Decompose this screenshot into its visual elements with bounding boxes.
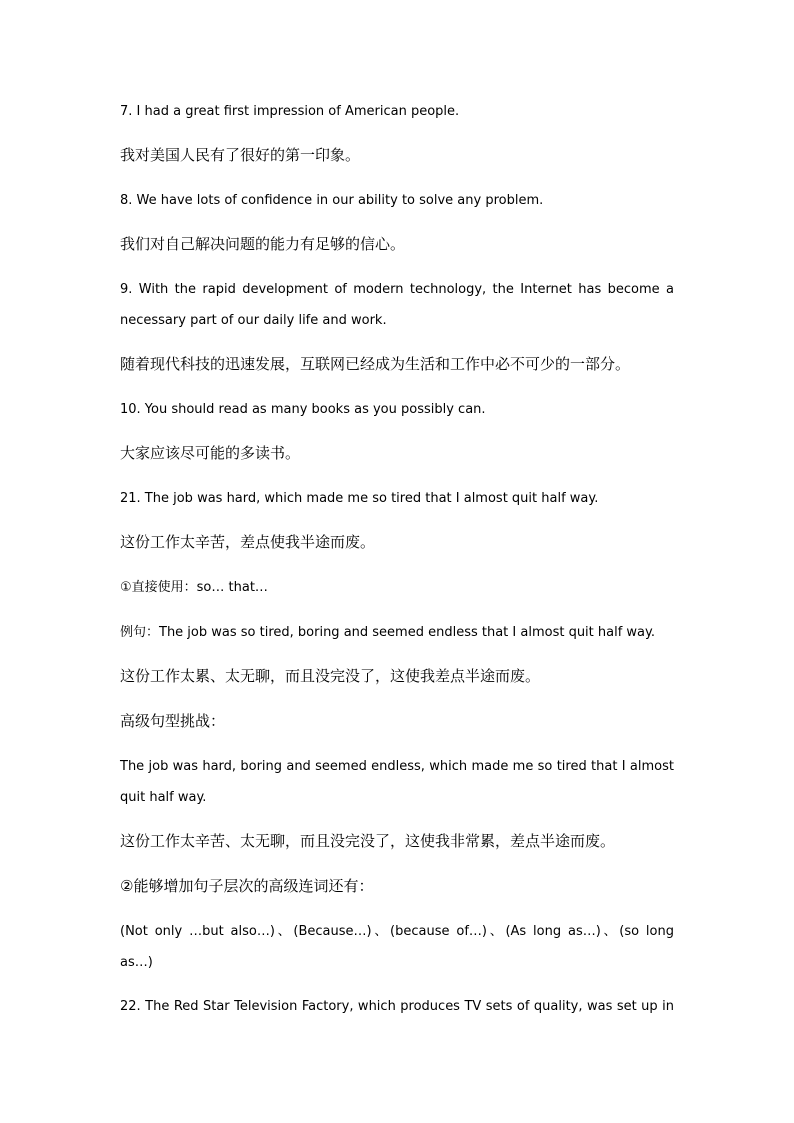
example-sentence: 例句：The job was so tired, boring and seemed endless that I almost quit half way. xyxy=(120,625,655,640)
sentence-9-english-line-2: necessary part of our daily life and work. xyxy=(120,313,387,328)
sentence-9-english-line-1: 9. With the rapid development of modern technology, the Internet has become a xyxy=(120,282,674,297)
advanced-sentence-line-1: The job was hard, boring and seemed endless, which made me so tired that I almost xyxy=(120,759,674,774)
conjunctions-list-line-1: (Not only …but also…)、(Because…)、(because of…)、(As long as…)、(so long xyxy=(120,924,674,939)
sentence-7-chinese: 我对美国人民有了很好的第一印象。 xyxy=(120,146,361,164)
advanced-pattern-heading: 高级句型挑战： xyxy=(120,712,226,730)
sentence-7-english: 7. I had a great first impression of American people. xyxy=(120,104,460,119)
sentence-21-chinese: 这份工作太辛苦，差点使我半途而废。 xyxy=(120,533,376,551)
sentence-9-chinese: 随着现代科技的迅速发展，互联网已经成为生活和工作中必不可少的一部分。 xyxy=(120,355,631,373)
sentence-22-english: 22. The Red Star Television Factory, which produces TV sets of quality, was set up in xyxy=(120,999,674,1014)
sentence-10-english: 10. You should read as many books as you possibly can. xyxy=(120,402,486,417)
advanced-sentence-line-2: quit half way. xyxy=(120,790,207,805)
tip-2-conjunctions-heading: ②能够增加句子层次的高级连词还有： xyxy=(120,877,374,895)
tip-1-direct-use: ①直接使用：so… that… xyxy=(120,580,268,595)
conjunctions-list-line-2: as…) xyxy=(120,955,153,970)
example-sentence-chinese: 这份工作太累、太无聊，而且没完没了，这使我差点半途而废。 xyxy=(120,667,541,685)
sentence-10-chinese: 大家应该尽可能的多读书。 xyxy=(120,444,301,462)
sentence-21-english: 21. The job was hard, which made me so tired that I almost quit half way. xyxy=(120,491,599,506)
sentence-8-chinese: 我们对自己解决问题的能力有足够的信心。 xyxy=(120,235,406,253)
sentence-8-english: 8. We have lots of confidence in our ability to solve any problem. xyxy=(120,193,544,208)
advanced-sentence-chinese: 这份工作太辛苦、太无聊，而且没完没了，这使我非常累，差点半途而废。 xyxy=(120,832,616,850)
